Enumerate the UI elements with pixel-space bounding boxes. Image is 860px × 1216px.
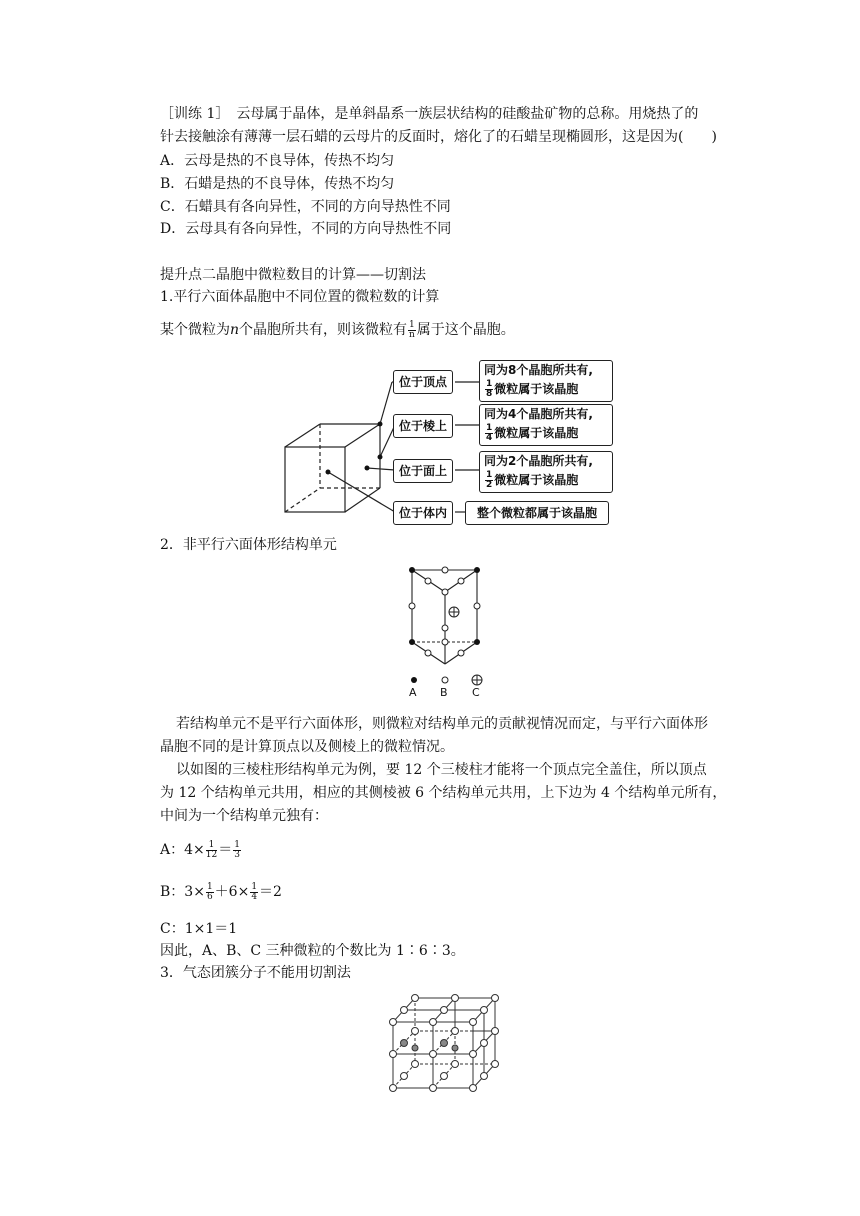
option-d: D．云母具有各向异性，不同的方向导热性不同	[160, 221, 452, 237]
label-vertex: 位于顶点	[393, 370, 453, 394]
para2-line1: 以如图的三棱柱形结构单元为例，要 12 个三棱柱才能将一个顶点完全盖住，所以顶点	[176, 762, 707, 778]
intro-fraction: $\frac{1}{n}$	[409, 319, 415, 340]
label-face: 位于面上	[393, 459, 453, 483]
intro-line: 某个微粒为n个晶胞所共有，则该微粒有 $\frac{1}{n}$ 属于这个晶胞。	[160, 319, 515, 340]
sub-heading-2: 2．非平行六面体形结构单元	[160, 537, 337, 553]
training-line-1: ［训练 1］ 云母属于晶体，是单斜晶系一族层状结构的硅酸盐矿物的总称。用烧热了的	[160, 106, 699, 122]
conclusion: 因此，A、B、C 三种微粒的个数比为 1∶6∶3。	[160, 943, 465, 959]
calc-b: B：3× $\frac{1}{6}$ ＋6× $\frac{1}{4}$ ＝2	[160, 881, 282, 902]
legend-c: C	[472, 686, 480, 699]
legend-b: B	[440, 686, 448, 699]
section-title: 提升点二晶胞中微粒数目的计算——切割法	[160, 267, 426, 283]
option-a: A．云母是热的不良导体，传热不均匀	[160, 153, 395, 169]
calc-c: C：1×1＝1	[160, 921, 238, 937]
para2-line3: 中间为一个结构单元独有：	[160, 808, 328, 824]
para1-line2: 晶胞不同的是计算顶点以及侧棱上的微粒情况。	[160, 739, 454, 755]
result-face: 同为2个晶胞所共有, $\frac{1}{2}$ 微粒属于该晶胞	[479, 451, 613, 493]
result-vertex: 同为8个晶胞所共有, $\frac{1}{8}$ 微粒属于该晶胞	[479, 360, 613, 402]
sub-heading-3: 3．气态团簇分子不能用切割法	[160, 965, 351, 981]
label-edge: 位于棱上	[393, 414, 453, 438]
result-body: 整个微粒都属于该晶胞	[465, 501, 609, 525]
sub-heading-1: 1.平行六面体晶胞中不同位置的微粒数的计算	[160, 289, 440, 305]
para1-line1: 若结构单元不是平行六面体形，则微粒对结构单元的贡献视情况而定，与平行六面体形	[176, 716, 708, 732]
result-edge: 同为4个晶胞所共有, $\frac{1}{4}$ 微粒属于该晶胞	[479, 404, 613, 446]
option-b: B．石蜡是热的不良导体，传热不均匀	[160, 176, 395, 192]
training-line-2: 针去接触涂有薄薄一层石蜡的云母片的反面时，熔化了的石蜡呈现椭圆形，这是因为( )	[160, 129, 717, 145]
calc-a: A：4× $\frac{1}{12}$ ＝ $\frac{1}{3}$	[160, 839, 240, 860]
cluster-diagram	[385, 990, 505, 1105]
para2-line2: 为 12 个结构单元共用，相应的其侧棱被 6 个结构单元共用，上下边为 4 个结构单元所有，	[160, 785, 727, 801]
option-c: C．石蜡具有各向异性，不同的方向导热性不同	[160, 199, 451, 215]
label-body: 位于体内	[393, 501, 453, 525]
legend-a: A	[409, 686, 417, 699]
